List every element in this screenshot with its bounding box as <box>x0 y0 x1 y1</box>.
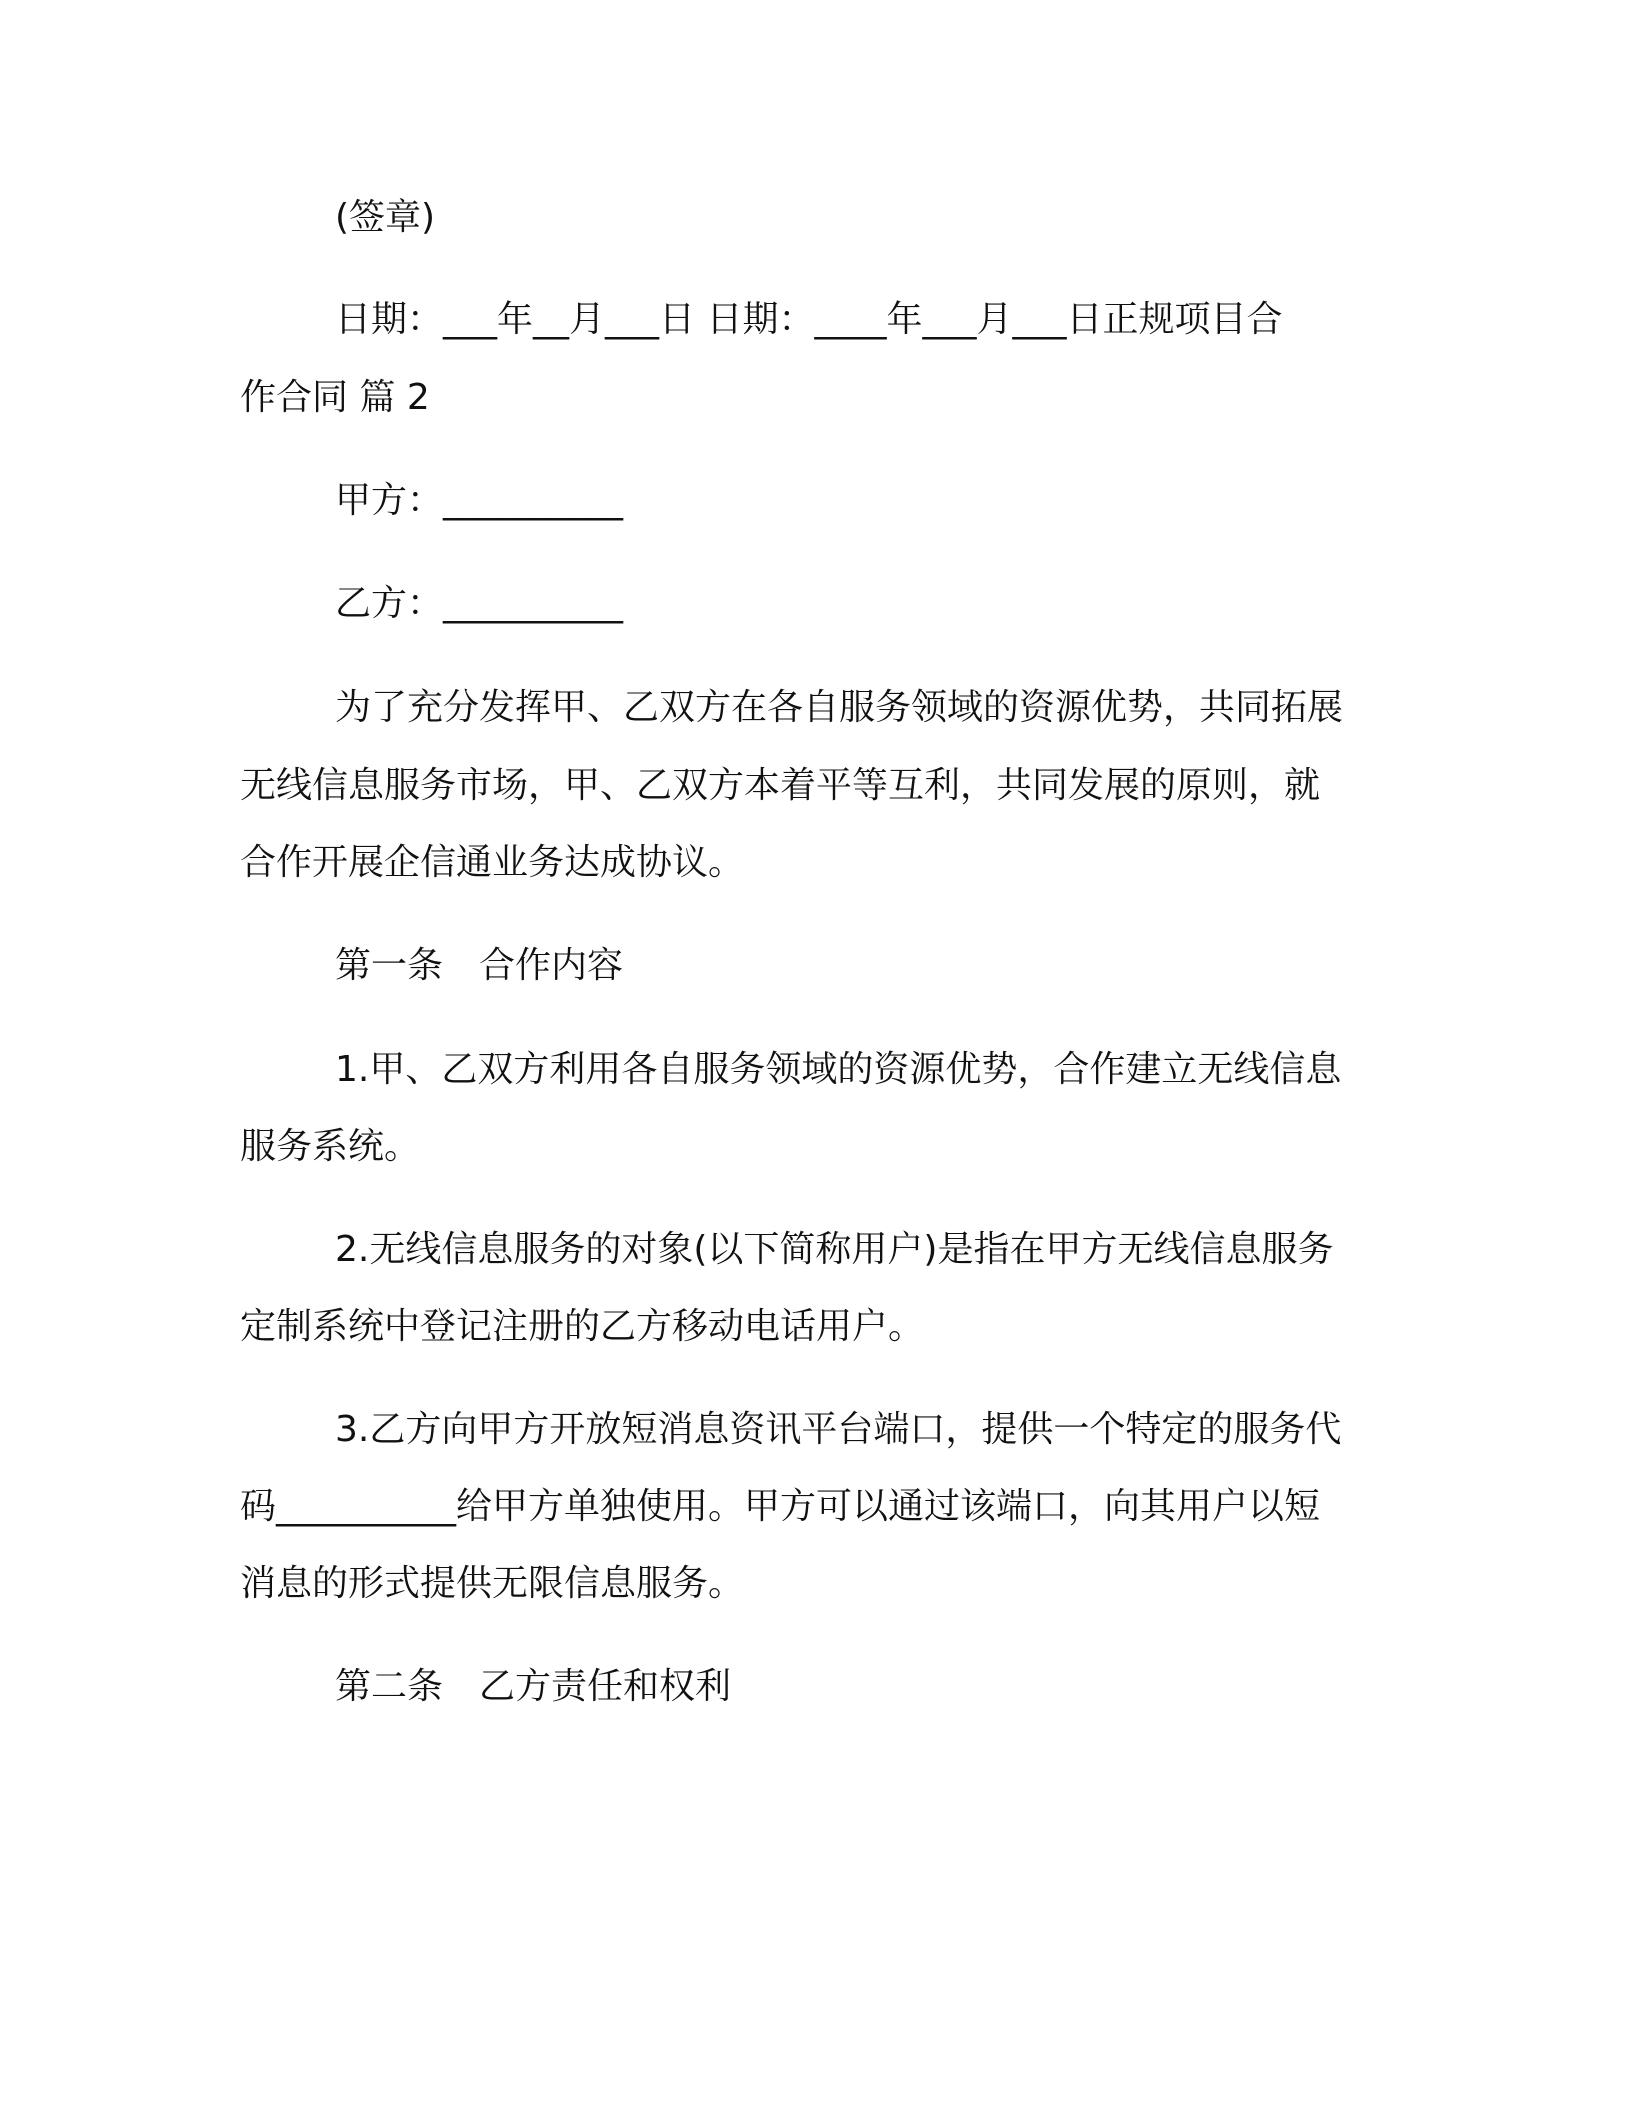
party-b-line: 乙方：__________ <box>335 583 624 624</box>
clause-2-line-1: 2.无线信息服务的对象(以下简称用户)是指在甲方无线信息服务 <box>335 1229 1334 1270</box>
clause-2-line-2: 定制系统中登记注册的乙方移动电话用户。 <box>240 1306 925 1347</box>
article-2-heading: 第二条 乙方责任和权利 <box>335 1666 732 1707</box>
clause-3-line-2: 码__________给甲方单独使用。甲方可以通过该端口，向其用户以短 <box>240 1486 1321 1527</box>
preamble-line-3: 合作开展企信通业务达成协议。 <box>240 842 745 883</box>
article-1-heading: 第一条 合作内容 <box>335 945 624 986</box>
party-a-line: 甲方：__________ <box>335 480 624 521</box>
clause-1-line-2: 服务系统。 <box>240 1126 421 1167</box>
preamble-line-2: 无线信息服务市场，甲、乙双方本着平等互利，共同发展的原则，就 <box>240 765 1321 806</box>
clause-3-line-3: 消息的形式提供无限信息服务。 <box>240 1563 745 1604</box>
clause-3-line-1: 3.乙方向甲方开放短消息资讯平台端口，提供一个特定的服务代 <box>335 1409 1342 1450</box>
date-line: 日期：___年__月___日 日期：____年___月___日正规项目合 <box>335 299 1283 340</box>
clause-1-line-1: 1.甲、乙双方利用各自服务领域的资源优势，合作建立无线信息 <box>335 1049 1342 1090</box>
signature-seal-line: (签章) <box>335 197 436 238</box>
contract-title-continuation: 作合同 篇 2 <box>240 377 430 418</box>
preamble-line-1: 为了充分发挥甲、乙双方在各自服务领域的资源优势，共同拓展 <box>335 687 1344 728</box>
